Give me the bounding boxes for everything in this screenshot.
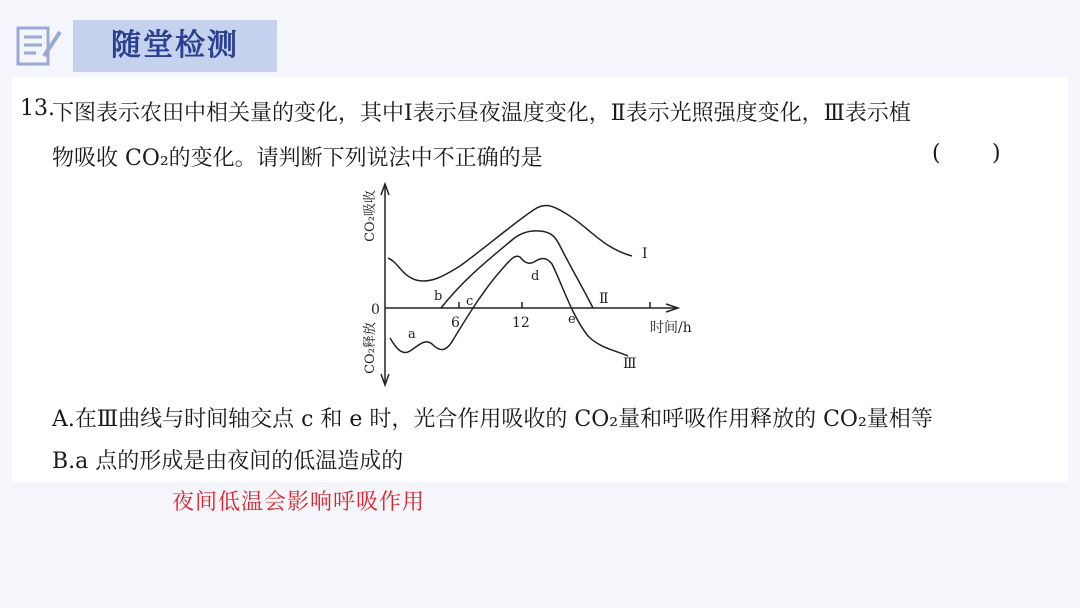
point-label-e: e	[568, 312, 576, 327]
answer-bracket-open: (	[932, 141, 941, 166]
question-text-line1: 下图表示农田中相关量的变化，其中Ⅰ表示昼夜温度变化，Ⅱ表示光照强度变化，Ⅲ表示植	[52, 101, 911, 126]
point-label-a: a	[408, 327, 416, 342]
option-b: B.a 点的形成是由夜间的低温造成的	[52, 449, 404, 474]
point-label-c: c	[466, 294, 474, 309]
teacher-note: 夜间低温会影响呼吸作用	[172, 490, 426, 515]
curve-label-III: Ⅲ	[623, 356, 637, 372]
point-label-b: b	[434, 289, 443, 304]
question-number: 13.	[20, 96, 55, 121]
y-label-top: CO₂吸收	[363, 190, 378, 242]
y-label-bottom: CO₂释放	[363, 322, 378, 374]
header-band	[73, 20, 277, 72]
point-label-d: d	[531, 269, 540, 284]
question-text-line2: 物吸收 CO₂的变化。请判断下列说法中不正确的是	[52, 146, 543, 171]
curve-label-II: Ⅱ	[599, 291, 609, 307]
curve-II	[441, 231, 593, 308]
notepad-pencil-icon	[14, 24, 64, 68]
answer-bracket-close: )	[992, 141, 1001, 166]
origin-label: 0	[371, 302, 380, 318]
tick-label-12: 12	[512, 315, 530, 331]
curve-label-I: Ⅰ	[642, 246, 648, 262]
tick-label-6: 6	[451, 315, 460, 331]
option-a: A.在Ⅲ曲线与时间轴交点 c 和 e 时，光合作用吸收的 CO₂量和呼吸作用释放的 CO₂量相等	[52, 407, 933, 432]
co2-diagram	[350, 178, 710, 390]
x-axis-label: 时间/h	[650, 320, 692, 336]
curve-I	[388, 206, 632, 282]
page-title: 随堂检测	[111, 28, 239, 63]
